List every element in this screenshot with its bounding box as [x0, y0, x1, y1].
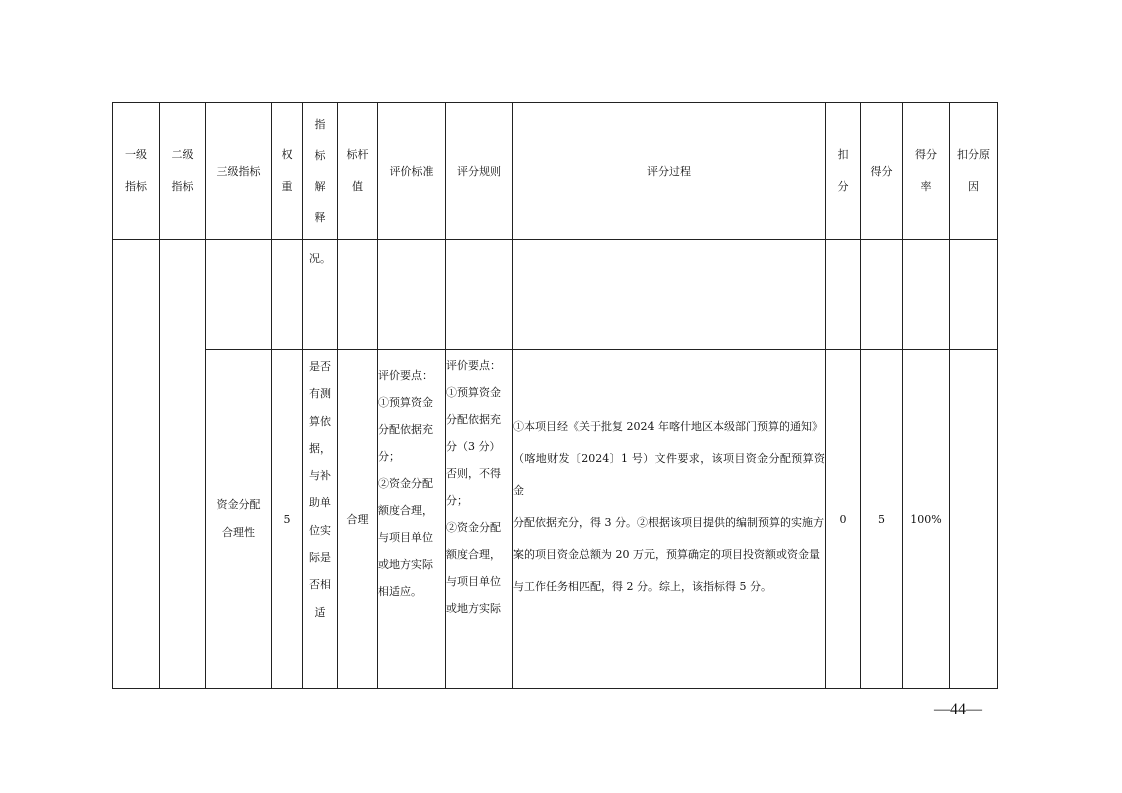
cell-standard: 评价要点： ①预算资金 分配依据充 分； ②资金分配 额度合理， 与项目单位 或地方实际 相适应。	[378, 350, 446, 689]
header-process: 评分过程	[513, 103, 826, 240]
cell-level3	[206, 240, 272, 350]
header-standard: 评价标准	[378, 103, 446, 240]
cell-benchmark	[338, 240, 378, 350]
cell-rule: 评价要点： ①预算资金 分配依据充 分（3 分） 否则，不得 分； ②资金分配 额度合理， 与项目单位 或地方实际	[446, 350, 513, 689]
page-number: —44—	[934, 701, 982, 718]
cell-rate: 100%	[903, 350, 950, 689]
cell-score	[861, 240, 903, 350]
header-explanation: 指 标 解 释	[303, 103, 338, 240]
table-row	[113, 240, 998, 350]
header-benchmark: 标杆 值	[338, 103, 378, 240]
evaluation-table	[112, 102, 998, 689]
table-header-row	[113, 103, 998, 240]
cell-explanation: 是否 有测 算依 据， 与补 助单 位实 际是 否相 适	[303, 350, 338, 689]
table-row	[113, 350, 998, 689]
cell-reason	[950, 240, 998, 350]
header-rate: 得分 率	[903, 103, 950, 240]
cell-process	[513, 240, 826, 350]
cell-level1	[113, 240, 160, 689]
cell-rule	[446, 240, 513, 350]
cell-level3: 资金分配 合理性	[206, 350, 272, 689]
cell-score: 5	[861, 350, 903, 689]
header-level3: 三级指标	[206, 103, 272, 240]
header-weight: 权 重	[272, 103, 303, 240]
header-rule: 评分规则	[446, 103, 513, 240]
header-level1: 一级 指标	[113, 103, 160, 240]
header-score: 得分	[861, 103, 903, 240]
cell-rate	[903, 240, 950, 350]
cell-standard	[378, 240, 446, 350]
cell-deduct: 0	[826, 350, 861, 689]
cell-explanation: 况。	[303, 240, 338, 350]
header-reason: 扣分原 因	[950, 103, 998, 240]
cell-weight: 5	[272, 350, 303, 689]
cell-process: ①本项目经《关于批复 2024 年喀什地区本级部门预算的通知》 （喀地财发〔2024〕1 号）文件要求，该项目资金分配预算资金 分配依据充分，得 3 分。②根据该项目提供的编制预算的实施方 案的项目资金总额为 20 万元，预算确定的项目投资额或资金量 与工作任务相匹配，得 2 分。综上，该指标得 5 分。	[513, 350, 826, 689]
cell-benchmark: 合理	[338, 350, 378, 689]
header-level2: 二级 指标	[160, 103, 206, 240]
cell-deduct	[826, 240, 861, 350]
cell-level2	[160, 240, 206, 689]
header-deduct: 扣 分	[826, 103, 861, 240]
cell-reason	[950, 350, 998, 689]
cell-weight	[272, 240, 303, 350]
